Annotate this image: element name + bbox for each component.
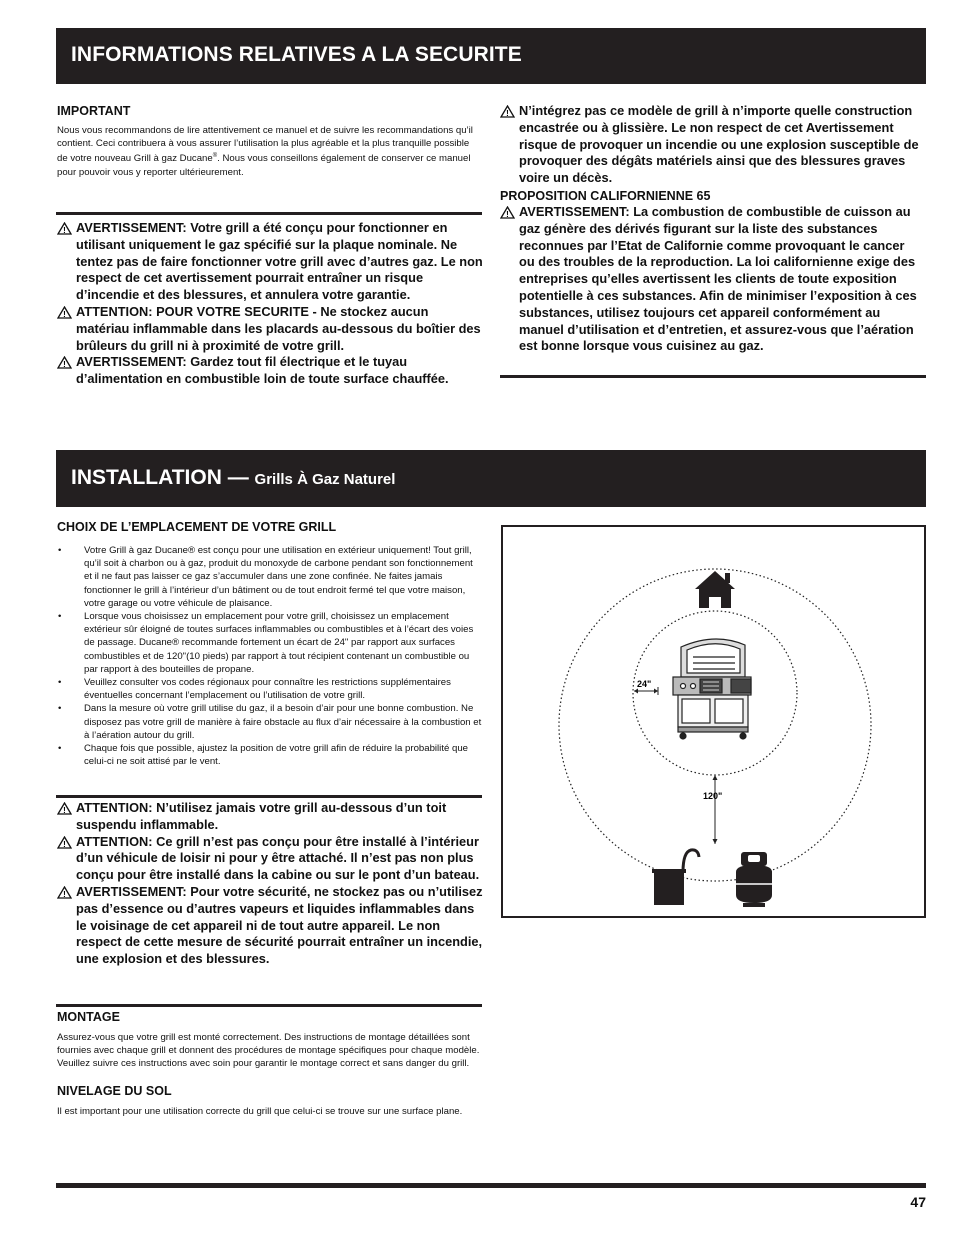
- clearance-diagram: [501, 525, 926, 918]
- list-item: • Chaque fois que possible, ajustez la position de votre grill afin de réduire la probabilité que celui-ci ne soit attisé par le vent.: [57, 742, 483, 768]
- important-block: [57, 104, 482, 179]
- warning-triangle-icon: [57, 356, 72, 369]
- safety-banner: [56, 28, 926, 84]
- warning-item: ! ATTENTION: Ce grill n’est pas conçu pour être installé à l’intérieur d’un véhicule de loisir ni pour y être attaché. Il n’est pas non plus conçu pour être installé dans la cabine ou sur le pont d’un bateau.: [57, 834, 485, 884]
- divider: [56, 1004, 482, 1007]
- prop65-heading: PROPOSITION CALIFORNIENNE 65: [500, 188, 711, 203]
- nivelage-text: Il est important pour une utilisation correcte du grill que celui-ci se trouve sur une surface plane.: [57, 1105, 463, 1117]
- outer-dimension-label: 120": [703, 791, 723, 801]
- list-item: • Veuillez consulter vos codes régionaux pour connaître les restrictions supplémentaires éventuelles concernant l’emplacement ou l’utilisation de votre grill.: [57, 676, 483, 702]
- important-text: Nous vous recommandons de lire attentivement ce manuel et de suivre les recommandations qu’il contient. Ceci contribuera à vous assurer l’utilisation la plus agréable et la plus tranquille possible de votre nouveau Grill à gaz Ducane®. Nous vous conseillons également de conserver ce manuel pour pouvoir vous y reporter ultérieurement.: [57, 125, 473, 178]
- svg-text:!: !: [63, 889, 66, 899]
- page-number: 47: [910, 1194, 926, 1210]
- install-warnings: [57, 800, 485, 968]
- svg-text:!: !: [506, 108, 509, 118]
- inner-dimension: [634, 679, 658, 695]
- montage-text: Assurez-vous que votre grill est monté correctement. Des instructions de montage détaillées sont fournies avec chaque grill et donnent des procédures de montage spécifiques pour chaque modèle. Veuillez suivre ces instructions avec soin pour garantir le montage correct et sans danger du grill.: [57, 1032, 480, 1070]
- inner-dimension-label: 24": [637, 679, 652, 689]
- left-warnings: [57, 220, 485, 388]
- location-block: [57, 520, 483, 768]
- list-item: • Lorsque vous choisissez un emplacement pour votre grill, choisissez un emplacement extérieur sûr éloigné de toutes surfaces inflammables ou combustibles et à l’écart des voies de passage. Ducane® recommande fortement un écart de 24" par rapport aux surfaces combustibles et de 120"(10 pieds) par rapport à tout récipient contenant un combustible ou par rapport à des bouteilles de propane.: [57, 610, 483, 676]
- montage-heading: MONTAGE: [57, 1010, 120, 1024]
- warning-triangle-icon: [57, 306, 72, 319]
- safety-title: INFORMATIONS RELATIVES A LA SECURITE: [71, 43, 522, 66]
- footer-rule: [56, 1183, 926, 1188]
- svg-text:!: !: [63, 360, 66, 370]
- warning-triangle-icon: [57, 802, 72, 815]
- grill-icon: [673, 639, 751, 739]
- svg-text:!: !: [63, 839, 66, 849]
- nivelage-heading: NIVELAGE DU SOL: [57, 1083, 172, 1098]
- warning-item: ! AVERTISSEMENT: Pour votre sécurité, ne stockez pas ou n’utilisez pas d’essence ou d’autres vapeurs et liquides inflammables dans le voisinage de cet appareil ni de tout autre appareil. Le non respect de cette mesure de sécurité pourrait entraîner un incendie, une explosion et des blessures.: [57, 884, 485, 968]
- warning-item: ! AVERTISSEMENT: La combustion de combustible de cuisson au gaz génère des dérivés figurant sur la liste des substances reconnues par l’Etat de Californie comme provoquant le cancer ou des troubles de la reproduction. La loi californienne exige des entreprises qu’elles avertissent les clients de toute exposition potentielle à ces substances. Afin de minimiser l’exposition à ces substances, utilisez toujours cet appareil conformément au manuel d’utilisation et d’entretien, et assurez-vous que l’aération est bonne lorsque vous cuisinez au gaz.: [500, 204, 920, 355]
- warning-item: ! AVERTISSEMENT: Gardez tout fil électrique et le tuyau d’alimentation en combustible loin de toute surface chauffée.: [57, 354, 485, 388]
- warning-item: ! ATTENTION: POUR VOTRE SECURITE - Ne stockez aucun matériau inflammable dans les placards au-dessous du boîtier des brûleurs du grill ni à proximité de votre grill.: [57, 304, 485, 354]
- house-icon: [695, 571, 735, 608]
- location-heading: CHOIX DE L’EMPLACEMENT DE VOTRE GRILL: [57, 520, 337, 534]
- svg-text:!: !: [63, 805, 66, 815]
- svg-text:!: !: [63, 309, 66, 319]
- outer-dimension: [703, 775, 722, 844]
- svg-text:!: !: [506, 209, 509, 219]
- warning-triangle-icon: [500, 206, 515, 219]
- fuel-can-icon: [652, 850, 699, 905]
- right-warnings: [500, 103, 920, 355]
- svg-text:!: !: [63, 225, 66, 235]
- warning-item: ! ATTENTION: N’utilisez jamais votre grill au-dessous d’un toit suspendu inflammable.: [57, 800, 485, 834]
- installation-subtitle: Grills À Gaz Naturel: [254, 471, 396, 488]
- warning-triangle-icon: [57, 886, 72, 899]
- warning-triangle-icon: [57, 836, 72, 849]
- propane-tank-icon: [736, 852, 772, 907]
- installation-title: INSTALLATION — Grills À Gaz Naturel: [71, 466, 396, 489]
- montage-block: [57, 1010, 485, 1118]
- warning-item: ! AVERTISSEMENT: Votre grill a été conçu pour fonctionner en utilisant uniquement le gaz spécifié sur la plaque nominale. Ne tentez pas de faire fonctionner votre grill avec d’autres gaz. Le non respect de cet avertissement pourrait entraîner un risque d’incendie et des blessures, et annulera votre garantie.: [57, 220, 485, 304]
- divider: [500, 375, 926, 378]
- installation-banner: [56, 450, 926, 507]
- important-heading: IMPORTANT: [57, 104, 131, 118]
- warning-triangle-icon: [57, 222, 72, 235]
- warning-item: ! N’intégrez pas ce modèle de grill à n’importe quelle construction encastrée ou à glissière. Le non respect de cet Avertissement risque de provoquer un incendie ou une explosion susceptible de provoquer des dégâts matériels ainsi que des blessures graves voire un décès.: [500, 103, 920, 187]
- list-item: • Dans la mesure où votre grill utilise du gaz, il a besoin d’air pour une bonne combustion. Ne disposez pas votre grill de manière à faire obstacle au flux d’air nécessaire à la combustion et à l’aération autour du grill.: [57, 702, 483, 742]
- divider: [56, 795, 482, 798]
- list-item: • Votre Grill à gaz Ducane® est conçu pour une utilisation en extérieur uniquement! Tout grill, qu’il soit à charbon ou à gaz, produit du monoxyde de carbone pendant son fonctionnement et il ne faut pas laisser ce gaz s’accumuler dans une zone confinée. Ne faites jamais fonctionner le grill à l’intérieur d’un bâtiment ou de tout endroit fermé tel que votre maison, votre garage ou votre véhicule de plaisance.: [57, 544, 483, 610]
- divider: [56, 212, 482, 215]
- clearance-diagram-svg: [503, 527, 924, 916]
- warning-triangle-icon: [500, 105, 515, 118]
- location-list: [57, 544, 483, 768]
